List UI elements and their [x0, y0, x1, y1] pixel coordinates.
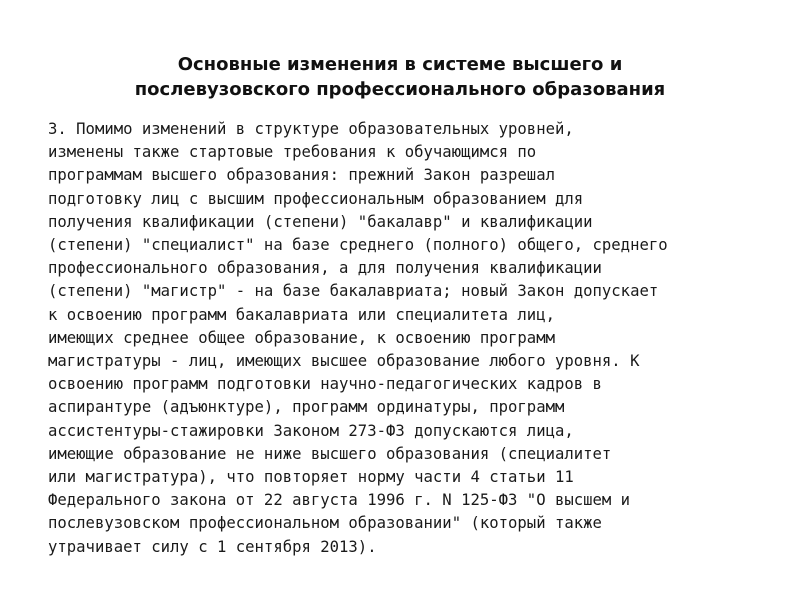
body-line: получения квалификации (степени) "бакалавр" и квалификации — [48, 212, 593, 231]
body-line: профессионального образования, а для получения квалификации — [48, 259, 602, 278]
body-line: программам высшего образования: прежний Закон разрешал — [48, 166, 555, 185]
body-line: утрачивает силу с 1 сентября 2013). — [48, 537, 377, 556]
body-line: Федерального закона от 22 августа 1996 г. N 125-ФЗ "О высшем и — [48, 491, 631, 510]
slide-title — [60, 52, 740, 102]
body-line: изменены также стартовые требования к обучающимся по — [48, 143, 537, 162]
slide-title-line: послевузовского профессионального образования — [134, 79, 666, 100]
body-line: послевузовском профессиональном образовании" (который также — [48, 514, 602, 533]
body-line: 3. Помимо изменений в структуре образовательных уровней, — [48, 120, 574, 138]
body-line: или магистратура), что повторяет норму части 4 статьи 11 — [48, 468, 574, 487]
body-line: магистратуры - лиц, имеющих высшее образование любого уровня. К — [48, 352, 640, 371]
slide-title-line: Основные изменения в системе высшего и — [177, 54, 623, 75]
body-line: подготовку лиц с высшим профессиональным образованием для — [48, 189, 584, 208]
body-line: имеющих среднее общее образование, к освоению программ — [48, 328, 555, 347]
body-line: аспирантуре (адъюнктуре), программ ординатуры, программ — [48, 398, 565, 417]
body-line: к освоению программ бакалавриата или специалитета лиц, — [48, 305, 555, 324]
body-line: (степени) "магистр" - на базе бакалавриата; новый Закон допускает — [48, 282, 659, 301]
body-line: имеющие образование не ниже высшего образования (специалитет — [48, 444, 612, 463]
body-line: (степени) "специалист" на базе среднего (полного) общего, среднего — [48, 236, 668, 255]
body-line: освоению программ подготовки научно-педагогических кадров в — [48, 375, 602, 394]
slide-body — [48, 118, 768, 559]
body-line: ассистентуры-стажировки Законом 273-ФЗ допускаются лица, — [48, 421, 574, 440]
